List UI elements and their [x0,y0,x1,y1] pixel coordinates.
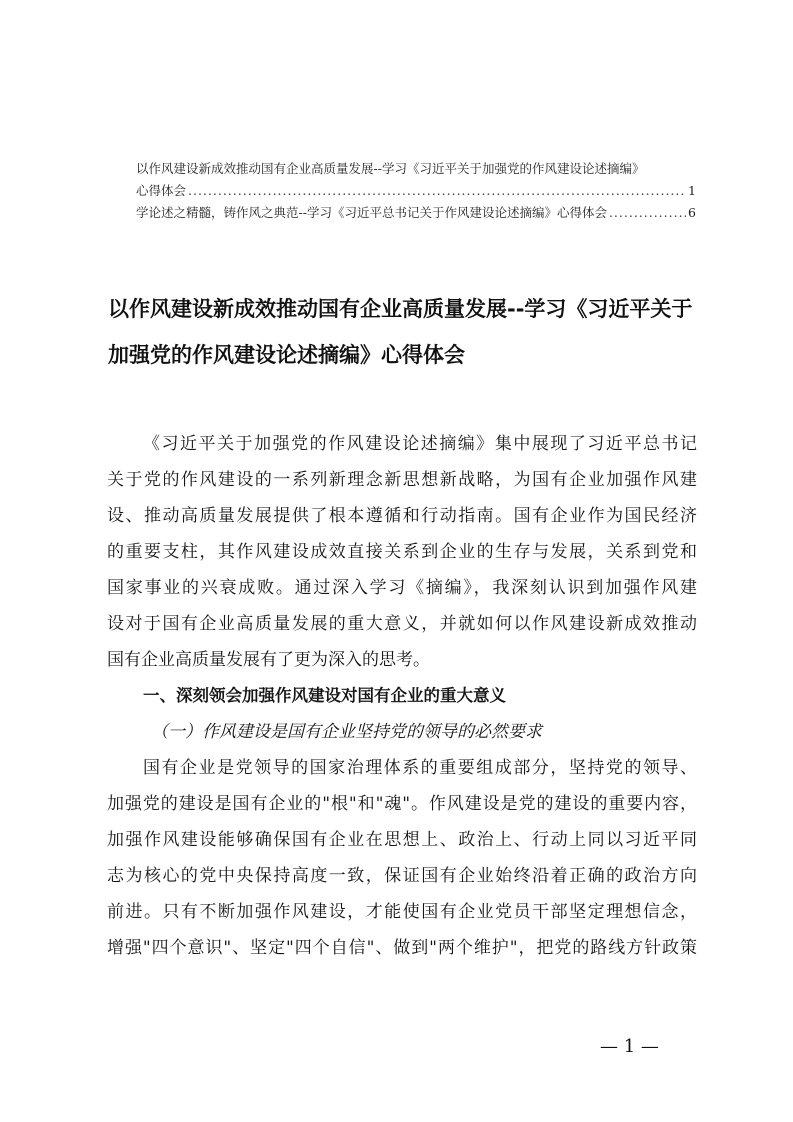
paragraph-line: 关于党的作风建设的一系列新理念新思想新战略，为国有企业加强作风建 [107,470,697,490]
paragraph-line: 设、推动高质量发展提供了根本遵循和行动指南。国有企业作为国民经济 [107,506,697,526]
toc-page-number: 6 [688,205,696,220]
toc-entry[interactable] [136,180,696,202]
paragraph-line: 设对于国有企业高质量发展的重大意义，并就如何以作风建设新成效推动 [107,614,697,634]
document-body [107,426,697,966]
paragraph-line: 加强党的建设是国有企业的"根"和"魂"。作风建设是党的建设的重要内容， [107,794,697,814]
paragraph-line: 的重要支柱，其作风建设成效直接关系到企业的生存与发展，关系到党和 [107,542,697,562]
paragraph-line: 《习近平关于加强党的作风建设论述摘编》集中展现了习近平总书记 [143,434,697,454]
paragraph-line: 增强"四个意识"、坚定"四个自信"、做到"两个维护"，把党的路线方针政策 [107,938,697,958]
paragraph-line: 国有企业是党领导的国家治理体系的重要组成部分，坚持党的领导、 [143,758,697,778]
toc-entry-text: 学论述之精髓，铸作风之典范--学习《习近平总书记关于作风建设论述摘编》心得体会 [136,205,607,220]
paragraph-line: 国家事业的兴衰成败。通过深入学习《摘编》，我深刻认识到加强作风建 [107,578,697,598]
paragraph-line: 加强作风建设能够确保国有企业在思想上、政治上、行动上同以习近平同 [107,830,697,850]
section-heading: 一、深刻领会加强作风建设对国有企业的重大意义 [143,686,506,705]
toc-entry-text: 以作风建设新成效推动国有企业高质量发展--学习《习近平关于加强党的作风建设论述摘编》 [136,161,645,176]
toc-dot-leader [188,180,686,202]
toc-page-number: 1 [688,183,696,198]
paragraph-line: 志为核心的党中央保持高度一致，保证国有企业始终沿着正确的政治方向 [107,866,697,886]
table-of-contents [136,158,696,224]
title-line: 以作风建设新成效推动国有企业高质量发展--学习《习近平关于 [108,297,693,321]
toc-dot-leader [609,202,686,224]
toc-entry[interactable] [136,158,696,180]
page-number: — 1 — [600,1036,659,1057]
title-line: 加强党的作风建设论述摘编》心得体会 [108,343,465,367]
paragraph-line: 前进。只有不断加强作风建设，才能使国有企业党员干部坚定理想信念， [107,902,697,922]
toc-entry[interactable] [136,202,696,224]
toc-entry-text: 心得体会 [136,183,187,198]
subsection-heading: （一）作风建设是国有企业坚持党的领导的必然要求 [151,722,542,742]
document-title [108,286,708,378]
paragraph-line: 国有企业高质量发展有了更为深入的思考。 [107,650,430,670]
